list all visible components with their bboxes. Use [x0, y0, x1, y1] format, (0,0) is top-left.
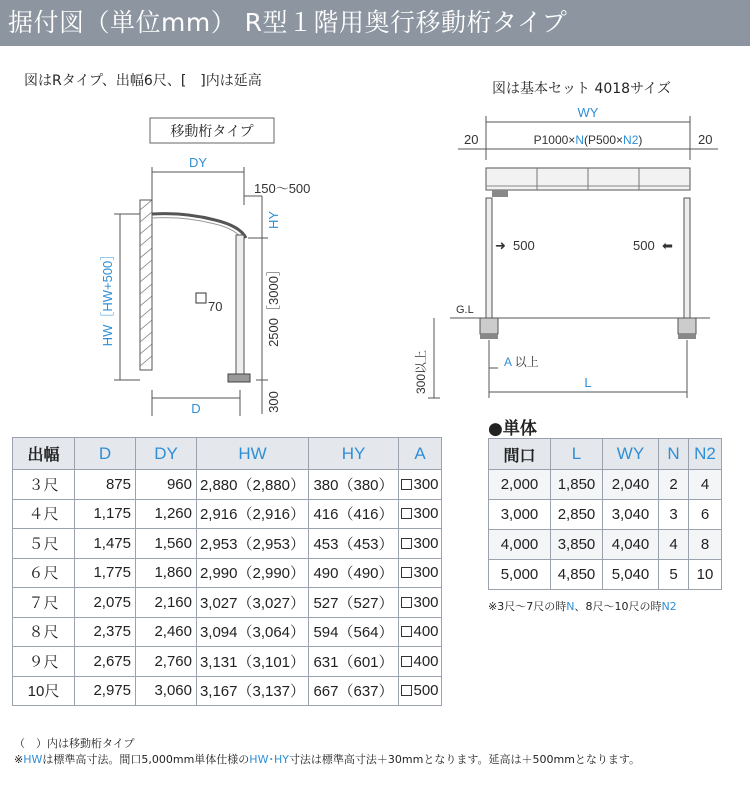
col-header: HW — [197, 438, 309, 470]
col-header: HY — [309, 438, 399, 470]
col-header: 間口 — [489, 439, 551, 470]
table-row: ５尺 1,475 1,560 2,953（2,953） 453（453） 300 — [13, 529, 442, 559]
dim-base: 300 — [266, 391, 281, 413]
table-row: ９尺 2,675 2,760 3,131（3,101） 631（601） 400 — [13, 647, 442, 677]
panel-spec: P1000×N(P500×N2) — [533, 133, 643, 147]
side-view — [100, 118, 310, 416]
col-header: A — [399, 438, 442, 470]
front-view — [413, 105, 718, 398]
dim-a: A 以上 — [504, 355, 539, 369]
arrow-right-dim: 500 — [513, 238, 535, 253]
post-left — [486, 198, 492, 318]
installation-diagram — [0, 46, 750, 416]
dim-depth: 300以上 — [414, 349, 428, 395]
dim-dy-label: DY — [188, 155, 208, 170]
dim-range: 150〜500 — [254, 181, 311, 196]
footer-note-1: （ ）内は移動桁タイプ — [14, 737, 135, 750]
dim-l: L — [584, 375, 592, 390]
square-icon — [401, 685, 412, 696]
dim-wy: WY — [577, 105, 599, 120]
col-header: D — [75, 438, 136, 470]
size-table — [12, 437, 442, 706]
dim-d: D — [191, 401, 201, 416]
square-icon — [401, 508, 412, 519]
square-icon — [401, 597, 412, 608]
post — [236, 235, 244, 375]
col-header: N — [659, 439, 689, 470]
post-base — [228, 374, 250, 382]
table-row: 3,000 2,850 3,040 3 6 — [489, 500, 722, 530]
unit-table-title: ●単体 — [488, 419, 537, 439]
unit-table — [488, 438, 722, 590]
table-row: 5,000 4,850 5,040 5 10 — [489, 560, 722, 590]
margin-right: 20 — [698, 132, 713, 147]
col-header: 出幅 — [13, 438, 75, 470]
dim-hw: HW［HW+500］ — [100, 247, 115, 347]
table-row: ６尺 1,775 1,860 2,990（2,990） 490（490） 300 — [13, 558, 442, 588]
table-row: 4,000 3,850 4,040 4 8 — [489, 530, 722, 560]
dim-hy: HY — [266, 210, 281, 230]
unit-table-note: ※3尺〜7尺の時N、8尺〜10尺の時N2 — [488, 600, 677, 613]
col-header: WY — [603, 439, 659, 470]
square-icon — [401, 567, 412, 578]
square-icon — [401, 538, 412, 549]
table-row: 10尺 2,975 3,060 3,167（3,137） 667（637） 500 — [13, 676, 442, 706]
table-row: ３尺 875 960 2,880（2,880） 380（380） 300 — [13, 470, 442, 500]
size-table-header — [13, 438, 442, 470]
post-size-icon — [196, 293, 206, 303]
dim-height: 2500［3000］ — [266, 263, 281, 347]
gl-label: G.L — [456, 304, 474, 316]
table-row: ８尺 2,375 2,460 3,094（3,064） 594（564） 400 — [13, 617, 442, 647]
margin-left: 20 — [464, 132, 479, 147]
arrow-left-dim: 500 — [633, 238, 655, 253]
square-icon — [401, 626, 412, 637]
post-right — [684, 198, 690, 318]
square-icon — [401, 656, 412, 667]
square-icon — [401, 479, 412, 490]
type-label: 移動桁タイプ — [170, 123, 254, 139]
note-front-view: 図は基本セット 4018サイズ — [492, 81, 671, 97]
table-row: ７尺 2,075 2,160 3,027（3,027） 527（527） 300 — [13, 588, 442, 618]
table-row: ４尺 1,175 1,260 2,916（2,916） 416（416） 300 — [13, 499, 442, 529]
footer-note-2: ※HWは標準高寸法。間口5,000mm単体仕様のHW･HY寸法は標準高寸法＋30mmとなります。延高は＋500mmとなります。 — [14, 753, 641, 766]
arrow-left-icon: ⬅ — [662, 238, 673, 253]
unit-table-header — [489, 439, 722, 470]
col-header: N2 — [689, 439, 722, 470]
post-size: 70 — [208, 299, 223, 314]
page-title: 据付図（単位mm） R型１階用奥行移動桁タイプ — [0, 0, 750, 46]
col-header: L — [551, 439, 603, 470]
table-row: 2,000 1,850 2,040 2 4 — [489, 470, 722, 500]
col-header: DY — [136, 438, 197, 470]
arrow-right-icon: ➜ — [495, 238, 506, 253]
note-side-view: 図はRタイプ、出幅6尺、[ ]内は延高 — [24, 73, 262, 89]
